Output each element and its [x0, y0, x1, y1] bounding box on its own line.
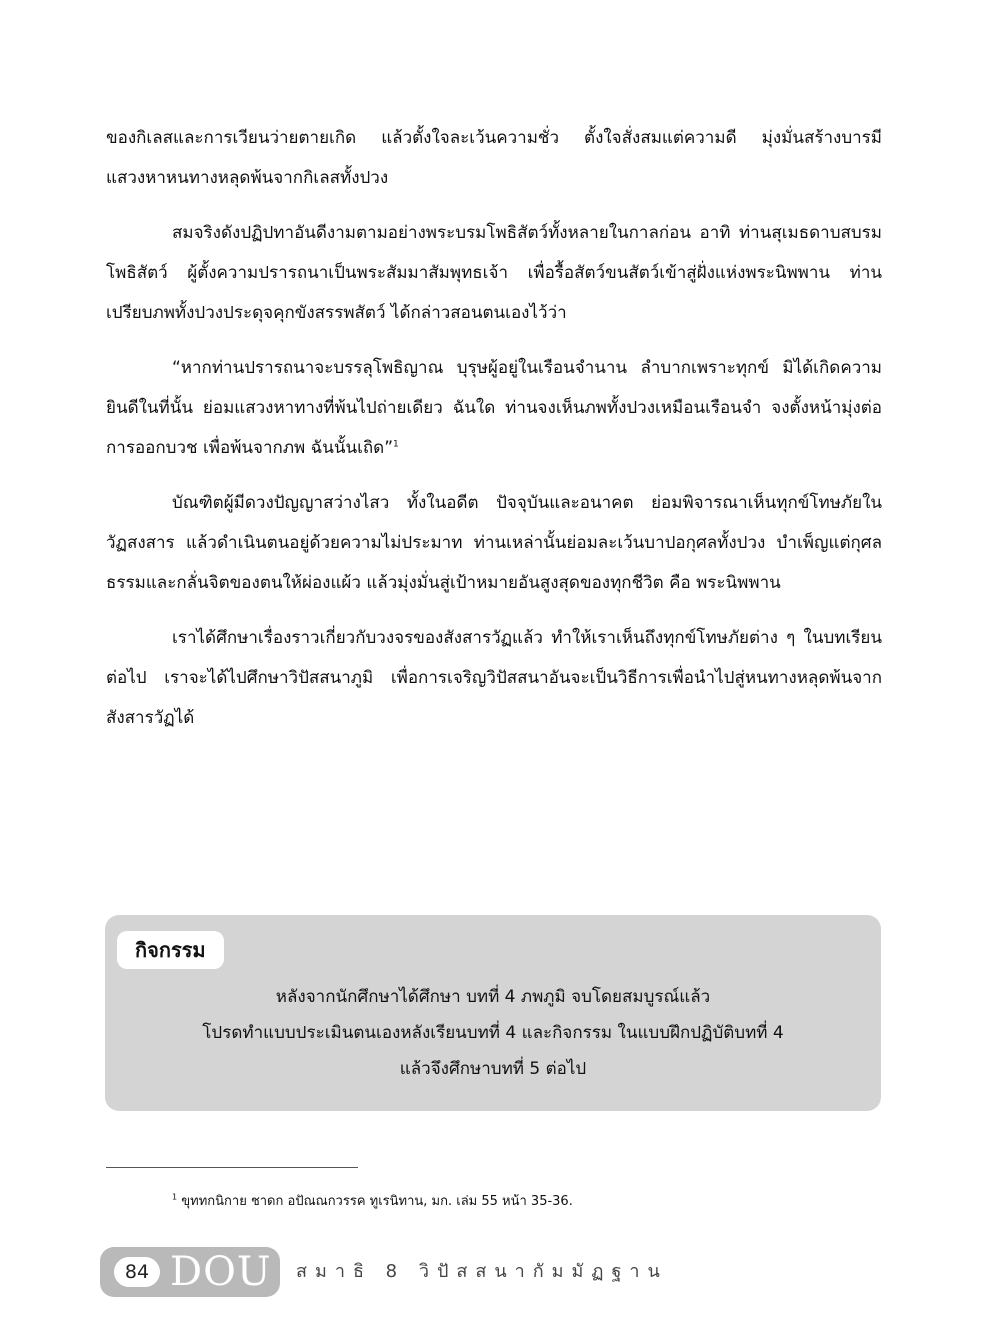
- activity-line-2: โปรดทำแบบประเมินตนเองหลังเรียนบทที่ 4 และกิจกรรม ในแบบฝึกปฏิบัติบทที่ 4: [202, 1023, 784, 1043]
- paragraph-3-quote: [106, 348, 882, 468]
- paragraph-1: ของกิเลสและการเวียนว่ายตายเกิด แล้วตั้งใจละเว้นความชั่ว ตั้งใจสั่งสมแต่ความดี มุ่งมั่นสร้างบารมี แสวงหาหนทางหลุดพ้นจากกิเลสทั้งปวง: [106, 128, 882, 188]
- paragraph-2: สมจริงดังปฏิปทาอันดีงามตามอย่างพระบรมโพธิสัตว์ทั้งหลายในกาลก่อน อาทิ ท่านสุเมธดาบสบรมโพธิสัตว์ ผู้ตั้งความปรารถนาเป็นพระสัมมาสัมพุทธเจ้า เพื่อรื้อสัตว์ขนสัตว์เข้าสู่ฝั่งแห่งพระนิพพาน ท่านเปรียบภพทั้งปวงประดุจคุกขังสรรพสัตว์ ได้กล่าวสอนตนเองไว้ว่า: [106, 223, 882, 323]
- paragraph-4: บัณฑิตผู้มีดวงปัญญาสว่างไสว ทั้งในอดีต ปัจจุบันและอนาคต ย่อมพิจารณาเห็นทุกข์โทษภัยในวัฏสงสาร แล้วดำเนินตนอยู่ด้วยความไม่ประมาท ท่านเหล่านั้นย่อมละเว้นบาปอกุศลทั้งปวง บำเพ็ญแต่กุศลธรรมและกลั่นจิตของตนให้ผ่องแผ้ว แล้วมุ่งมั่นสู่เป้าหมายอันสูงสุดของทุกชีวิต คือ พระนิพพาน: [106, 493, 882, 593]
- page-footer: [100, 1247, 740, 1297]
- activity-line-1: หลังจากนักศึกษาได้ศึกษา บทที่ 4 ภพภูมิ จบโดยสมบูรณ์แล้ว: [275, 987, 711, 1007]
- activity-box: [105, 915, 881, 1111]
- page-number: 84: [114, 1257, 160, 1287]
- footnote: [172, 1192, 573, 1212]
- footer-badge: [100, 1247, 280, 1297]
- quote-text: “หากท่านปรารถนาจะบรรลุโพธิญาณ บุรุษผู้อยู่ในเรือนจำนาน ลำบากเพราะทุกข์ มิได้เกิดความยินดีในที่นั้น ย่อมแสวงหาทางที่พ้นไปถ่ายเดียว ฉันใด ท่านจงเห็นภพทั้งปวงเหมือนเรือนจำ จงตั้งหน้ามุ่งต่อการออกบวช เพื่อพ้นจากภพ ฉันนั้นเถิด”: [106, 358, 882, 458]
- activity-instructions: [125, 979, 861, 1087]
- footnote-divider: [106, 1167, 358, 1168]
- book-title: สมาธิ 8 วิปัสสนากัมมัฏฐาน: [296, 1261, 668, 1282]
- footnote-marker: 1: [172, 1192, 178, 1202]
- footnote-reference: 1: [393, 439, 399, 450]
- body-text: [106, 118, 882, 753]
- activity-line-3: แล้วจึงศึกษาบทที่ 5 ต่อไป: [399, 1059, 587, 1079]
- dou-logo: DOU: [170, 1249, 272, 1295]
- activity-heading: กิจกรรม: [117, 931, 224, 969]
- footnote-text: ขุททกนิกาย ชาดก อปัณณกวรรค ทูเรนิทาน, มก. เล่ม 55 หน้า 35-36.: [181, 1194, 573, 1209]
- paragraph-5: เราได้ศึกษาเรื่องราวเกี่ยวกับวงจรของสังสารวัฏแล้ว ทำให้เราเห็นถึงทุกข์โทษภัยต่าง ๆ ในบทเรียนต่อไป เราจะได้ไปศึกษาวิปัสสนาภูมิ เพื่อการเจริญวิปัสสนาอันจะเป็นวิธีการเพื่อนำไปสู่หนทางหลุดพ้นจากสังสารวัฏได้: [106, 628, 882, 728]
